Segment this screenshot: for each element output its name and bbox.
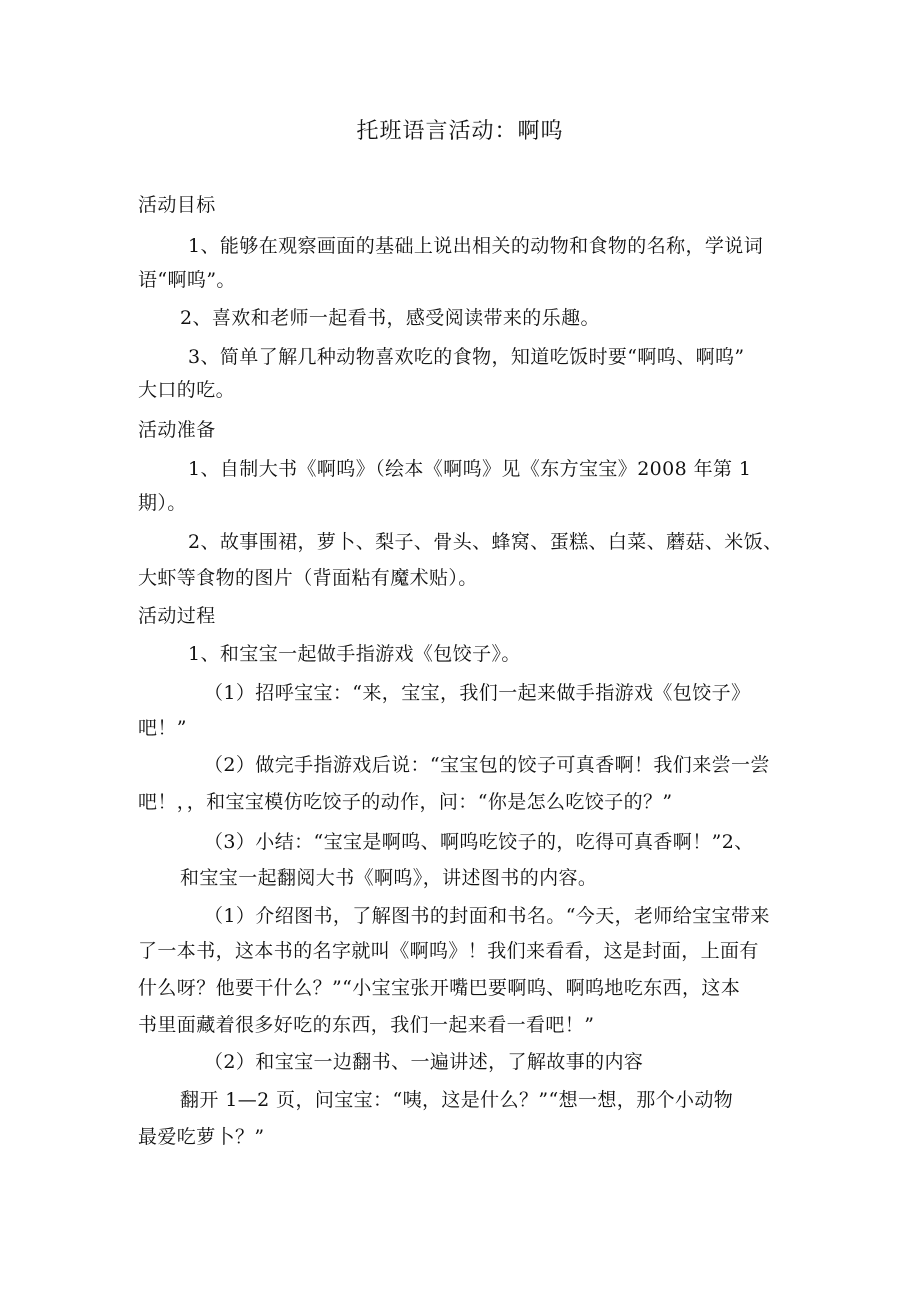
step-2-2: （2）和宝宝一边翻书、一遍讲述，了解故事的内容	[204, 1051, 644, 1073]
step-2-para-line-2: 最爱吃萝卜？”	[138, 1126, 265, 1148]
step-2-1-line-1: （1）介绍图书，了解图书的封面和书名。“今天，老师给宝宝带来	[204, 905, 770, 927]
goal-2: 2、喜欢和老师一起看书，感受阅读带来的乐趣。	[180, 307, 600, 329]
goals-heading: 活动目标	[138, 194, 216, 216]
step-1-1-line-2: 吧！”	[138, 717, 187, 739]
document-title: 托班语言活动：啊呜	[356, 119, 564, 144]
step-2: 和宝宝一起翻阅大书《啊呜》，讲述图书的内容。	[180, 867, 598, 889]
step-2-para-line-1: 翻开 1—2 页，问宝宝：“咦，这是什么？”“想一想，那个小动物	[180, 1089, 734, 1111]
step-1-3-line-1: （3）小结：“宝宝是啊呜、啊呜吃饺子的，吃得可真香啊！”2、	[204, 831, 754, 853]
goal-3-line-2: 大口的吃。	[138, 379, 236, 401]
step-1: 1、和宝宝一起做手指游戏《包饺子》。	[188, 643, 521, 665]
prep-1-line-2: 期）。	[138, 492, 187, 514]
step-1-2-line-1: （2）做完手指游戏后说：“宝宝包的饺子可真香啊！我们来尝一尝	[204, 754, 770, 776]
process-heading: 活动过程	[138, 605, 216, 627]
goal-1-line-2: 语“啊呜”。	[138, 269, 236, 291]
prep-1-line-1: 1、自制大书《啊呜》（绘本《啊呜》见《东方宝宝》2008 年第 1	[188, 458, 752, 480]
step-1-2-line-2: 吧！，，和宝宝模仿吃饺子的动作，问：“你是怎么吃饺子的？”	[138, 791, 673, 813]
step-2-1-line-2: 了一本书，这本书的名字就叫《啊呜》！我们来看看，这是封面，上面有	[138, 940, 759, 962]
prep-2-line-1: 2、故事围裙，萝卜、梨子、骨头、蜂窝、蛋糕、白菜、蘑菇、米饭、	[188, 531, 783, 553]
step-2-1-line-3: 什么呀？他要干什么？”“小宝宝张开嘴巴要啊呜、啊呜地吃东西，这本	[138, 977, 741, 999]
step-1-1-line-1: （1）招呼宝宝：“来，宝宝，我们一起来做手指游戏《包饺子》	[204, 682, 751, 704]
prep-2-line-2: 大虾等食物的图片（背面粘有魔术贴）。	[138, 567, 478, 589]
preparation-heading: 活动准备	[138, 419, 216, 441]
step-2-1-line-4: 书里面藏着很多好吃的东西，我们一起来看一看吧！”	[138, 1014, 595, 1036]
goal-1-line-1: 1、能够在观察画面的基础上说出相关的动物和食物的名称，学说词	[188, 235, 764, 257]
goal-3-line-1: 3、简单了解几种动物喜欢吃的食物，知道吃饭时要“啊呜、啊呜”	[188, 346, 745, 368]
